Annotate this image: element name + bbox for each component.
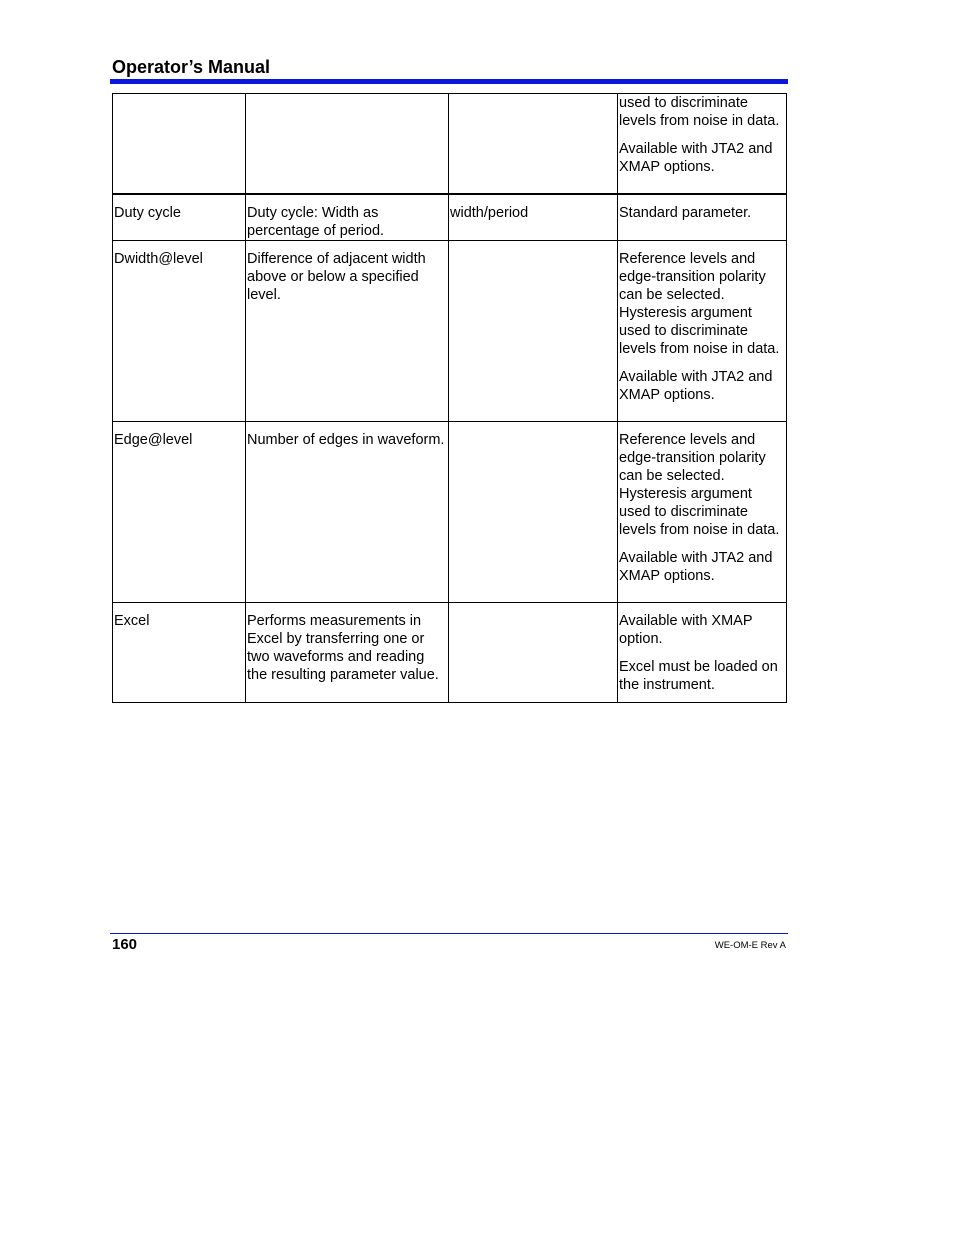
parameter-name: Excel (113, 602, 246, 702)
parameter-name: Edge@level (113, 421, 246, 602)
page-number: 160 (112, 936, 138, 953)
note-paragraph: Available with JTA2 and XMAP options. (619, 141, 773, 175)
note-paragraph: Available with JTA2 and XMAP options. (619, 549, 773, 584)
note-paragraph: used to discriminate levels from noise in data. (619, 95, 780, 129)
table-row (113, 240, 787, 421)
parameter-notes (618, 240, 787, 421)
parameter-name (113, 94, 246, 194)
note-paragraph: Available with JTA2 and XMAP options. (619, 368, 773, 403)
note-paragraph: Reference levels and edge-transition polarity can be selected. Hysteresis argument used to discriminate levels from noise in data. (619, 431, 780, 538)
parameter-definition: Number of edges in waveform. (246, 421, 449, 602)
parameter-notes (618, 421, 787, 602)
page-header-title: Operator’s Manual (112, 57, 271, 77)
document-revision: WE-OM-E Rev A (714, 940, 786, 951)
table-row (113, 94, 787, 194)
parameter-notes (618, 94, 787, 194)
parameter-definition (246, 94, 449, 194)
table-row (113, 421, 787, 602)
parameter-table (112, 93, 787, 703)
parameter-formula (449, 602, 618, 702)
parameter-name: Dwidth@level (113, 240, 246, 421)
parameter-formula: width/period (449, 194, 618, 241)
parameter-notes (618, 602, 787, 702)
parameter-definition: Performs measurements in Excel by transferring one or two waveforms and reading the resulting parameter value. (246, 602, 449, 702)
note-paragraph: Excel must be loaded on the instrument. (619, 658, 778, 693)
table-row (113, 602, 787, 702)
parameter-definition: Difference of adjacent width above or below a specified level. (246, 240, 449, 421)
parameter-notes (618, 194, 787, 241)
note-paragraph: Reference levels and edge-transition polarity can be selected. Hysteresis argument used to discriminate levels from noise in data. (619, 250, 780, 357)
parameter-name: Duty cycle (113, 194, 246, 241)
parameter-formula (449, 94, 618, 194)
header-rule (110, 79, 788, 84)
parameter-formula (449, 240, 618, 421)
footer-rule (110, 933, 788, 934)
note-paragraph: Available with XMAP option. (619, 612, 753, 647)
parameter-definition: Duty cycle: Width as percentage of period. (246, 194, 449, 241)
note-paragraph: Standard parameter. (619, 204, 752, 221)
table-row (113, 194, 787, 241)
parameter-formula (449, 421, 618, 602)
